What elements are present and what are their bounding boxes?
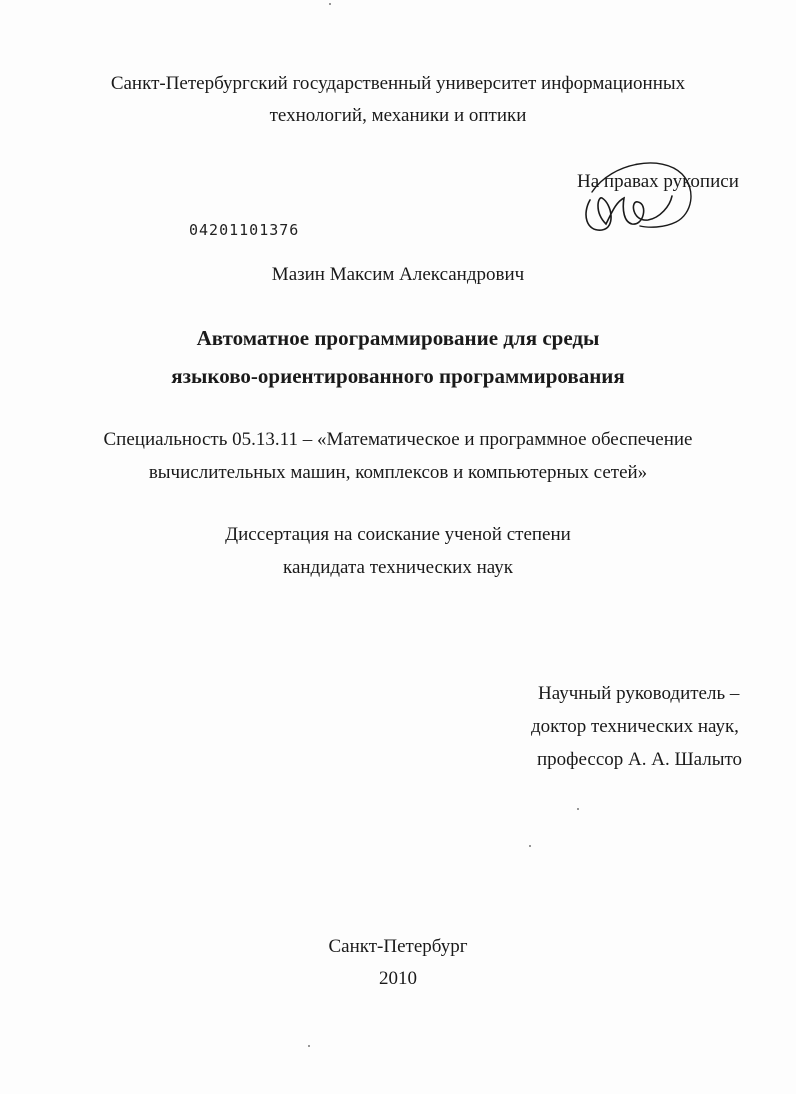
scan-speck [577, 808, 579, 810]
city: Санкт-Петербург [328, 936, 468, 957]
scan-speck [529, 845, 531, 847]
degree-line-1: Диссертация на соискание ученой степени [225, 524, 571, 545]
title-line-2: языково-ориентированного программирования [171, 364, 625, 388]
scan-speck [308, 1045, 310, 1047]
manuscript-rights: На правах рукописи [577, 171, 739, 192]
advisor-line-1: Научный руководитель – [538, 683, 740, 704]
specialty-line-1: Специальность 05.13.11 – «Математическое и программное обеспечение [103, 429, 693, 450]
specialty-line-2: вычислительных машин, комплексов и компьютерных сетей» [148, 462, 648, 483]
university-line-1: Санкт-Петербургский государственный университет информационных [110, 73, 686, 94]
registration-number: 04201101376 [189, 221, 300, 239]
title-line-1: Автоматное программирование для среды [196, 326, 600, 350]
advisor-line-3: профессор А. А. Шалыто [537, 749, 743, 770]
degree-line-2: кандидата технических наук [283, 557, 513, 578]
university-line-2: технологий, механики и оптики [269, 105, 527, 126]
signature-icon [572, 152, 712, 242]
scan-speck [329, 3, 331, 5]
author-name: Мазин Максим Александрович [271, 264, 525, 285]
year: 2010 [379, 968, 417, 989]
advisor-line-2: доктор технических наук, [531, 716, 739, 737]
